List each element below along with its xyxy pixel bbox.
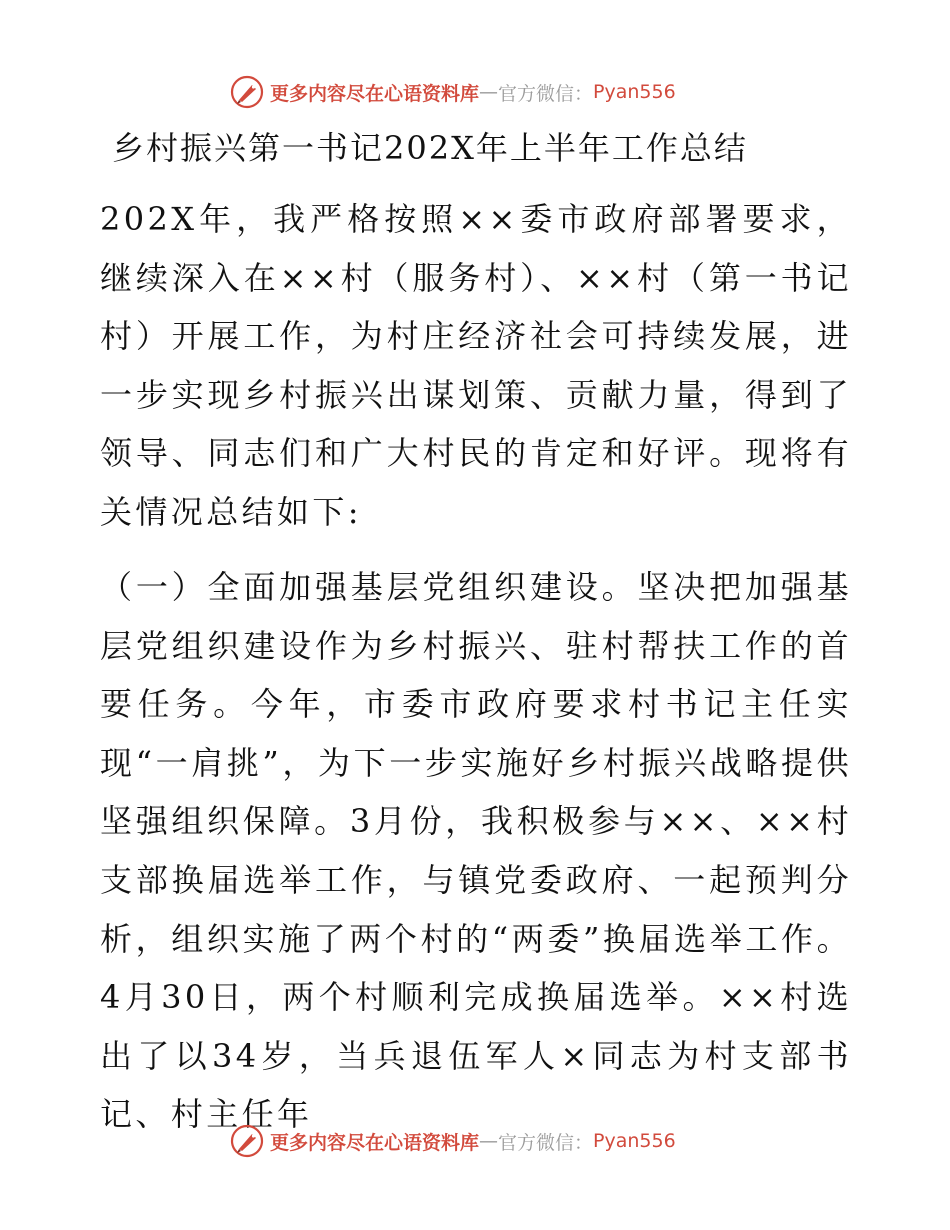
watermark-label: 官方微信： [498, 1131, 594, 1154]
watermark-label: 官方微信： [498, 82, 594, 105]
pen-nib-icon [230, 1124, 264, 1158]
footer-watermark [230, 1121, 676, 1161]
paragraph-intro: 202X年，我严格按照××委市政府部署要求，继续深入在××村（服务村）、××村（第一书记村）开展工作，为村庄经济社会可持续发展，进一步实现乡村振兴出谋划策、贡献力量，得到了领导、同志们和广大村民的肯定和好评。现将有关情况总结如下: [100, 200, 852, 531]
watermark-text: 更多内容尽在心语资料库 [270, 1131, 480, 1154]
pen-nib-icon [230, 75, 264, 109]
watermark-text: 更多内容尽在心语资料库 [270, 82, 480, 105]
paragraph-section-1: （一）全面加强基层党组织建设。坚决把加强基层党组织建设作为乡村振兴、驻村帮扶工作的首要任务。今年，市委市政府要求村书记主任实现“一肩挑”，为下一步实施好乡村振兴战略提供坚强组织保障。3月份，我积极参与××、××村支部换届选举工作，与镇党委政府、一起预判分析，组织实施了两个村的“两委”换届选举工作。4月30日，两个村顺利完成换届选举。××村选出了以34岁，当兵退伍军人×同志为村支部书记、村主任年 [100, 568, 852, 1134]
header-watermark [230, 72, 676, 112]
document-title: 乡村振兴第一书记202X年上半年工作总结 [112, 129, 748, 167]
watermark-wechat-id: Pyan556 [593, 1130, 676, 1152]
watermark-wechat-id: Pyan556 [593, 81, 676, 103]
watermark-dash: — [479, 1130, 499, 1152]
watermark-dash: — [479, 81, 499, 103]
